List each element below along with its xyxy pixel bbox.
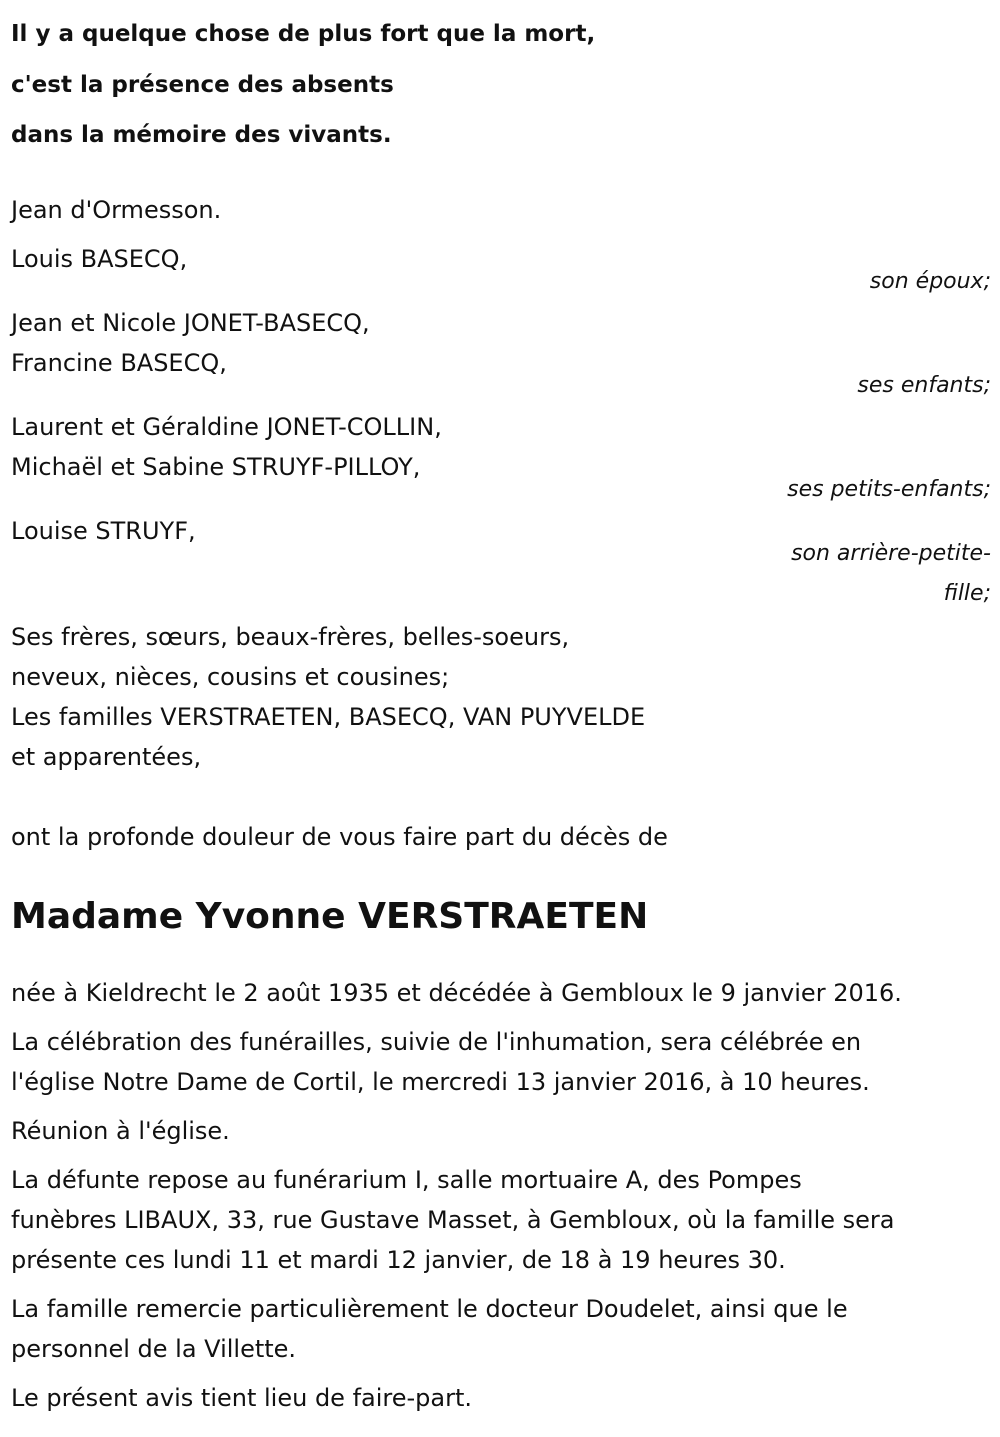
family-others-line: Ses frères, sœurs, beaux-frères, belles-soeurs, bbox=[11, 622, 570, 651]
family-others-line: neveux, nièces, cousins et cousines; bbox=[11, 662, 450, 691]
quote-line: Il y a quelque chose de plus fort que la mort, bbox=[11, 21, 596, 47]
family-others-line: et apparentées, bbox=[11, 742, 202, 771]
relation-label: son arrière-petite-fille; bbox=[791, 540, 991, 606]
paragraph-line: personnel de la Villette. bbox=[11, 1334, 297, 1363]
funeral-paragraph bbox=[11, 1022, 991, 1102]
announcement-text: ont la profonde douleur de vous faire part du décès de bbox=[11, 822, 668, 851]
paragraph-line: Réunion à l'église. bbox=[11, 1116, 230, 1145]
meeting-paragraph bbox=[11, 1111, 991, 1151]
quote-author: Jean d'Ormesson. bbox=[11, 195, 222, 224]
family-others bbox=[11, 617, 991, 777]
epigraph-quote bbox=[11, 9, 991, 161]
family-grandchildren bbox=[11, 407, 991, 510]
quote-line: dans la mémoire des vivants. bbox=[11, 122, 392, 148]
paragraph-line: l'église Notre Dame de Cortil, le mercredi 13 janvier 2016, à 10 heures. bbox=[11, 1067, 870, 1096]
family-children bbox=[11, 303, 991, 406]
relation-label: ses petits-enfants; bbox=[787, 476, 991, 502]
family-name: Francine BASECQ, bbox=[11, 348, 227, 377]
obituary-notice bbox=[11, 0, 991, 1418]
family-others-line: Les familles VERSTRAETEN, BASECQ, VAN PUYVELDE bbox=[11, 702, 646, 731]
paragraph-line: présente ces lundi 11 et mardi 12 janvier, de 18 à 19 heures 30. bbox=[11, 1245, 786, 1274]
family-great-grandchild bbox=[11, 511, 991, 614]
paragraph-line: La célébration des funérailles, suivie de l'inhumation, sera célébrée en bbox=[11, 1027, 862, 1056]
family-name: Jean et Nicole JONET-BASECQ, bbox=[11, 308, 370, 337]
birth-death-text: née à Kieldrecht le 2 août 1935 et décédée à Gembloux le 9 janvier 2016. bbox=[11, 978, 902, 1007]
paragraph-line: Le présent avis tient lieu de faire-part. bbox=[11, 1383, 473, 1412]
deceased-name: Madame Yvonne VERSTRAETEN bbox=[11, 895, 649, 937]
relation-label: ses enfants; bbox=[857, 372, 991, 398]
family-spouse bbox=[11, 239, 991, 302]
family-name: Louis BASECQ, bbox=[11, 244, 188, 273]
visitation-paragraph bbox=[11, 1160, 991, 1280]
family-name: Louise STRUYF, bbox=[11, 516, 196, 545]
family-name: Michaël et Sabine STRUYF-PILLOY, bbox=[11, 452, 421, 481]
quote-line: c'est la présence des absents bbox=[11, 71, 394, 98]
relation-label: son époux; bbox=[869, 268, 991, 294]
notice-paragraph bbox=[11, 1378, 991, 1418]
family-name: Laurent et Géraldine JONET-COLLIN, bbox=[11, 412, 442, 441]
paragraph-line: La défunte repose au funérarium I, salle mortuaire A, des Pompes bbox=[11, 1165, 802, 1194]
paragraph-line: funèbres LIBAUX, 33, rue Gustave Masset, à Gembloux, où la famille sera bbox=[11, 1205, 895, 1234]
thanks-paragraph bbox=[11, 1289, 991, 1369]
paragraph-line: La famille remercie particulièrement le docteur Doudelet, ainsi que le bbox=[11, 1294, 848, 1323]
